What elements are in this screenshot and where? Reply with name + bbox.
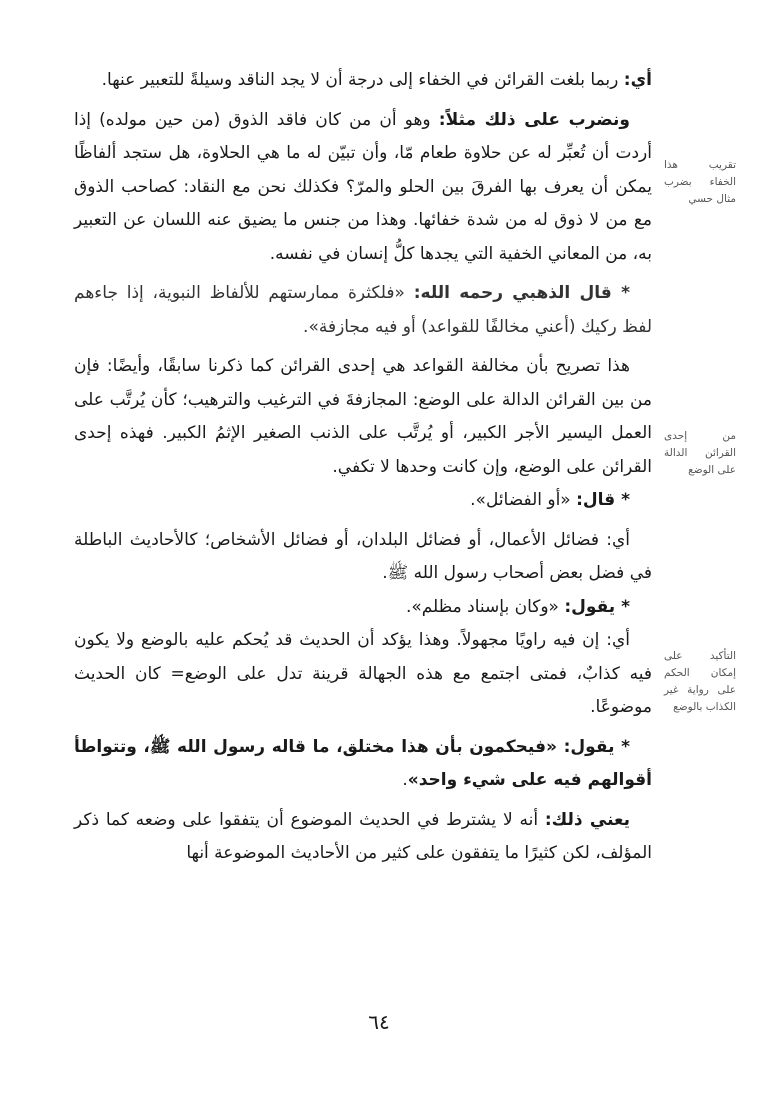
page-number: ٦٤ [368, 1010, 390, 1034]
paragraph-8 [74, 624, 652, 725]
paragraph-text: أي: فضائل الأعمال، أو فضائل البلدان، أو فضائل الأشخاص؛ كالأحاديث الباطلة في فضل بعض أصحاب رسول الله ﷺ. [74, 529, 652, 583]
paragraph-lead: * يقول: «فيحكمون بأن هذا مختلق، ما قاله رسول الله ﷺ، وتتواطأ أقوالهم فيه على شيء واحد» [74, 736, 652, 790]
paragraph-text: أي: إن فيه راويًا مجهولاً. وهذا يؤكد أن الحديث قد يُحكم عليه بالوضع ولا يكون فيه كذابٌ، فمتى اجتمع مع هذه الجهالة قرينة تدل على الوضع= كان الحديث موضوعًا. [74, 630, 652, 717]
paragraph-9 [74, 731, 652, 798]
paragraph-6 [74, 524, 652, 591]
margin-note-3: التأكيد على إمكان الحكم على رواية غير الكذاب بالوضع [664, 650, 736, 713]
paragraph-5 [74, 484, 652, 518]
margin-note-1: تقريب هذا الخفاء بضرب مثال حسي [664, 159, 736, 205]
paragraph-text: . [402, 770, 408, 790]
paragraph-text: «أو الفضائل». [470, 490, 577, 510]
paragraph-3 [74, 277, 652, 344]
paragraph-text: «فلكثرة ممارستهم للألفاظ النبوية، إذا جاءهم لفظ ركيك (أعني مخالفًا للقواعد) أو فيه مجازفة». [74, 283, 652, 337]
paragraph-2 [74, 104, 652, 272]
paragraph-text: وهو أن من كان فاقد الذوق (من حين مولده) إذا أردت أن تُعبِّر له عن حلاوة طعام مّا، وأن تبيّن له ما هي الحلاوة، هل ستجد ألفاظًا يمكن أن يعرف بها الفرقَ بين الحلو والمرّ؟ فكذلك نحن مع النقاد: كصاحب الذوق مع من لا ذوق له من شدة خفائها. وهذا من جنس ما يضيق عنه اللسان عن التعبير به، من المعاني الخفية التي يجدها كلُّ إنسان في نفسه. [74, 109, 652, 264]
paragraph-lead: * قال: [576, 490, 630, 510]
paragraph-text: «وكان بإسناد مظلم». [405, 596, 565, 617]
paragraph-lead: * قال الذهبي رحمه الله: [413, 283, 630, 303]
paragraph-text: ربما بلغت القرائن في الخفاء إلى درجة أن لا يجد الناقد وسيلةً للتعبير عنها. [101, 70, 624, 90]
paragraph-7 [74, 591, 652, 625]
paragraph-text: هذا تصريح بأن مخالفة القواعد هي إحدى القرائن كما ذكرنا سابقًا، وأيضًا: فإن من بين القرائن الدالة على الوضع: المجازفةَ في الترغيب والترهيب؛ كأن يُرتَّب على العمل اليسير الأجر الكبير، أو يُرتَّب على الذنب الصغير الإثمُ الكبير. فهذه إحدى القرائن على الوضع، وإن كانت وحدها لا تكفي. [74, 356, 652, 477]
paragraph-10 [74, 804, 652, 871]
paragraph-lead: يعني ذلك: [544, 809, 630, 830]
paragraph-1 [74, 64, 652, 98]
margin-note-2: من إحدى القرائن الدالة على الوضع [664, 430, 736, 476]
main-text [74, 64, 652, 871]
paragraph-text: أنه لا يشترط في الحديث الموضوع أن يتفقوا على وضعه كما ذكر المؤلف، لكن كثيرًا ما يتفقون على كثير من الأحاديث الموضوعة أنها [74, 809, 652, 863]
paragraph-lead: * يقول: [564, 596, 630, 617]
paragraph-lead: ونضرب على ذلك مثلاً: [438, 109, 630, 130]
paragraph-4 [74, 350, 652, 484]
paragraph-lead: أي: [623, 70, 652, 90]
